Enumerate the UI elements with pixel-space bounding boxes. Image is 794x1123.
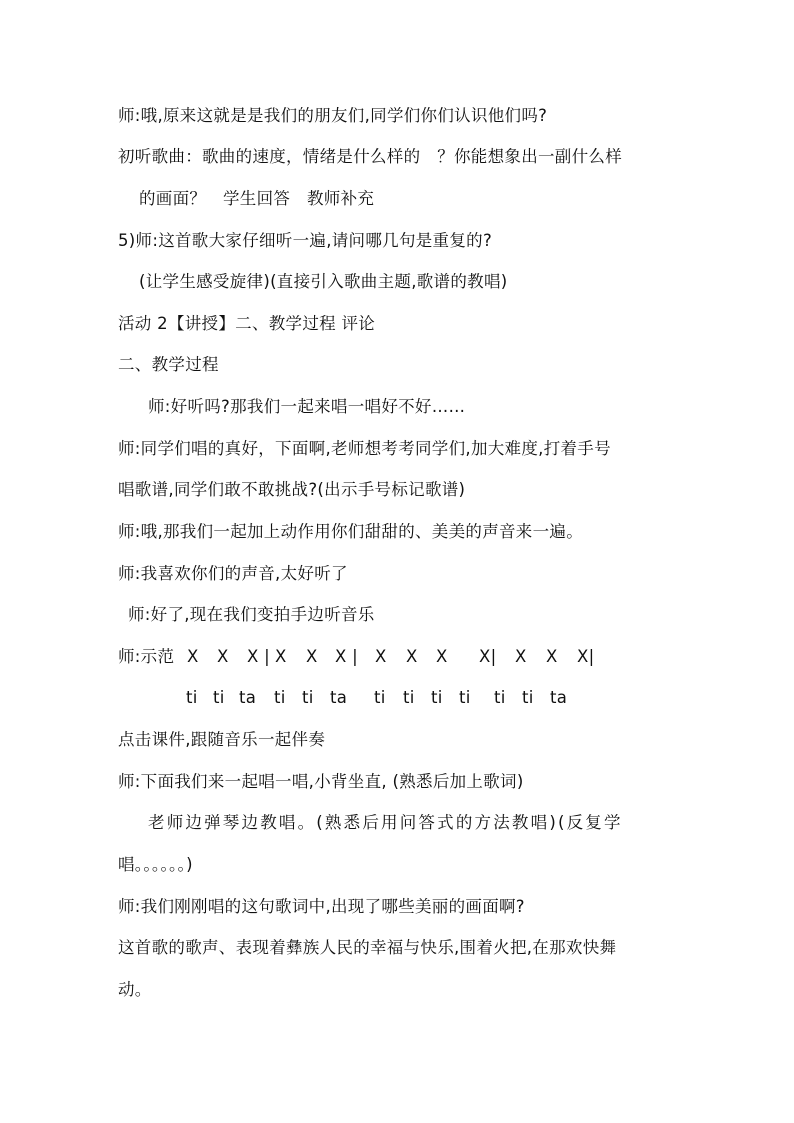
text-line: 这首歌的歌声、表现着彝族人民的幸福与快乐,围着火把,在那欢快舞 xyxy=(118,938,617,957)
text-line: 老师边弹琴边教唱。(熟悉后用问答式的方法教唱)(反复学 xyxy=(148,813,623,832)
rhythm-note: X xyxy=(546,647,558,666)
text-line: 点击课件,跟随音乐一起伴奏 xyxy=(118,730,326,749)
rhythm-note: X xyxy=(275,647,287,666)
text-line: 5)师:这首歌大家仔细听一遍,请问哪几句是重复的? xyxy=(118,231,492,250)
section-heading: 二、教学过程 xyxy=(118,355,219,374)
rhythm-syllable: ti xyxy=(186,688,198,707)
rhythm-syllable: ta xyxy=(330,688,348,707)
rhythm-note: X xyxy=(375,647,387,666)
rhythm-syllable: ti xyxy=(274,688,286,707)
rhythm-note: X| xyxy=(479,647,497,666)
rhythm-syllable: ti xyxy=(213,688,225,707)
text-line: 唱歌谱,同学们敢不敢挑战?(出示手号标记歌谱) xyxy=(118,480,466,499)
rhythm-syllable: ti xyxy=(374,688,386,707)
text-line: 师:我喜欢你们的声音,太好听了 xyxy=(118,564,348,583)
rhythm-syllable: ti xyxy=(302,688,314,707)
rhythm-syllables-line xyxy=(118,688,678,708)
rhythm-note: X xyxy=(306,647,318,666)
text-line: 师:哦,原来这就是是我们的朋友们,同学们你们认识他们吗? xyxy=(118,106,548,125)
text-line: 动。 xyxy=(118,980,152,999)
rhythm-note: X xyxy=(217,647,229,666)
rhythm-note: X xyxy=(436,647,448,666)
rhythm-notes-line xyxy=(118,647,678,667)
text-line: 师:下面我们来一起唱一唱,小背坐直, (熟悉后加上歌词) xyxy=(118,772,524,791)
rhythm-note: X| xyxy=(577,647,595,666)
section-heading: 活动 2【讲授】二、教学过程 评论 xyxy=(118,314,376,333)
rhythm-syllable: ti xyxy=(459,688,471,707)
text-line: (让学生感受旋律)(直接引入歌曲主题,歌谱的教唱) xyxy=(139,272,508,291)
text-line: 师:哦,那我们一起加上动作用你们甜甜的、美美的声音来一遍。 xyxy=(118,522,584,541)
rhythm-syllable: ta xyxy=(239,688,257,707)
rhythm-syllable: ti xyxy=(403,688,415,707)
rhythm-note: X xyxy=(187,647,199,666)
rhythm-syllable: ti xyxy=(431,688,443,707)
text-line: 师:同学们唱的真好，下面啊,老师想考考同学们,加大难度,打着手号 xyxy=(118,439,611,458)
rhythm-note: X xyxy=(406,647,418,666)
text-line: 初听歌曲：歌曲的速度，情绪是什么样的 ？你能想象出一副什么样 xyxy=(118,147,622,166)
rhythm-note: X | xyxy=(335,647,359,666)
rhythm-note: X | xyxy=(247,647,271,666)
rhythm-label: 师:示范 xyxy=(118,647,175,666)
rhythm-note: X xyxy=(515,647,527,666)
text-line: 师:好听吗?那我们一起来唱一唱好不好…… xyxy=(148,397,466,416)
text-line: 唱。。。。。。) xyxy=(118,855,193,874)
text-line: 的画面？ 学生回答 教师补充 xyxy=(139,189,375,208)
rhythm-syllable: ta xyxy=(550,688,568,707)
rhythm-syllable: ti xyxy=(522,688,534,707)
text-line: 师:好了,现在我们变拍手边听音乐 xyxy=(128,605,375,624)
text-line: 师:我们刚刚唱的这句歌词中,出现了哪些美丽的画面啊? xyxy=(118,897,525,916)
rhythm-syllable: ti xyxy=(494,688,506,707)
